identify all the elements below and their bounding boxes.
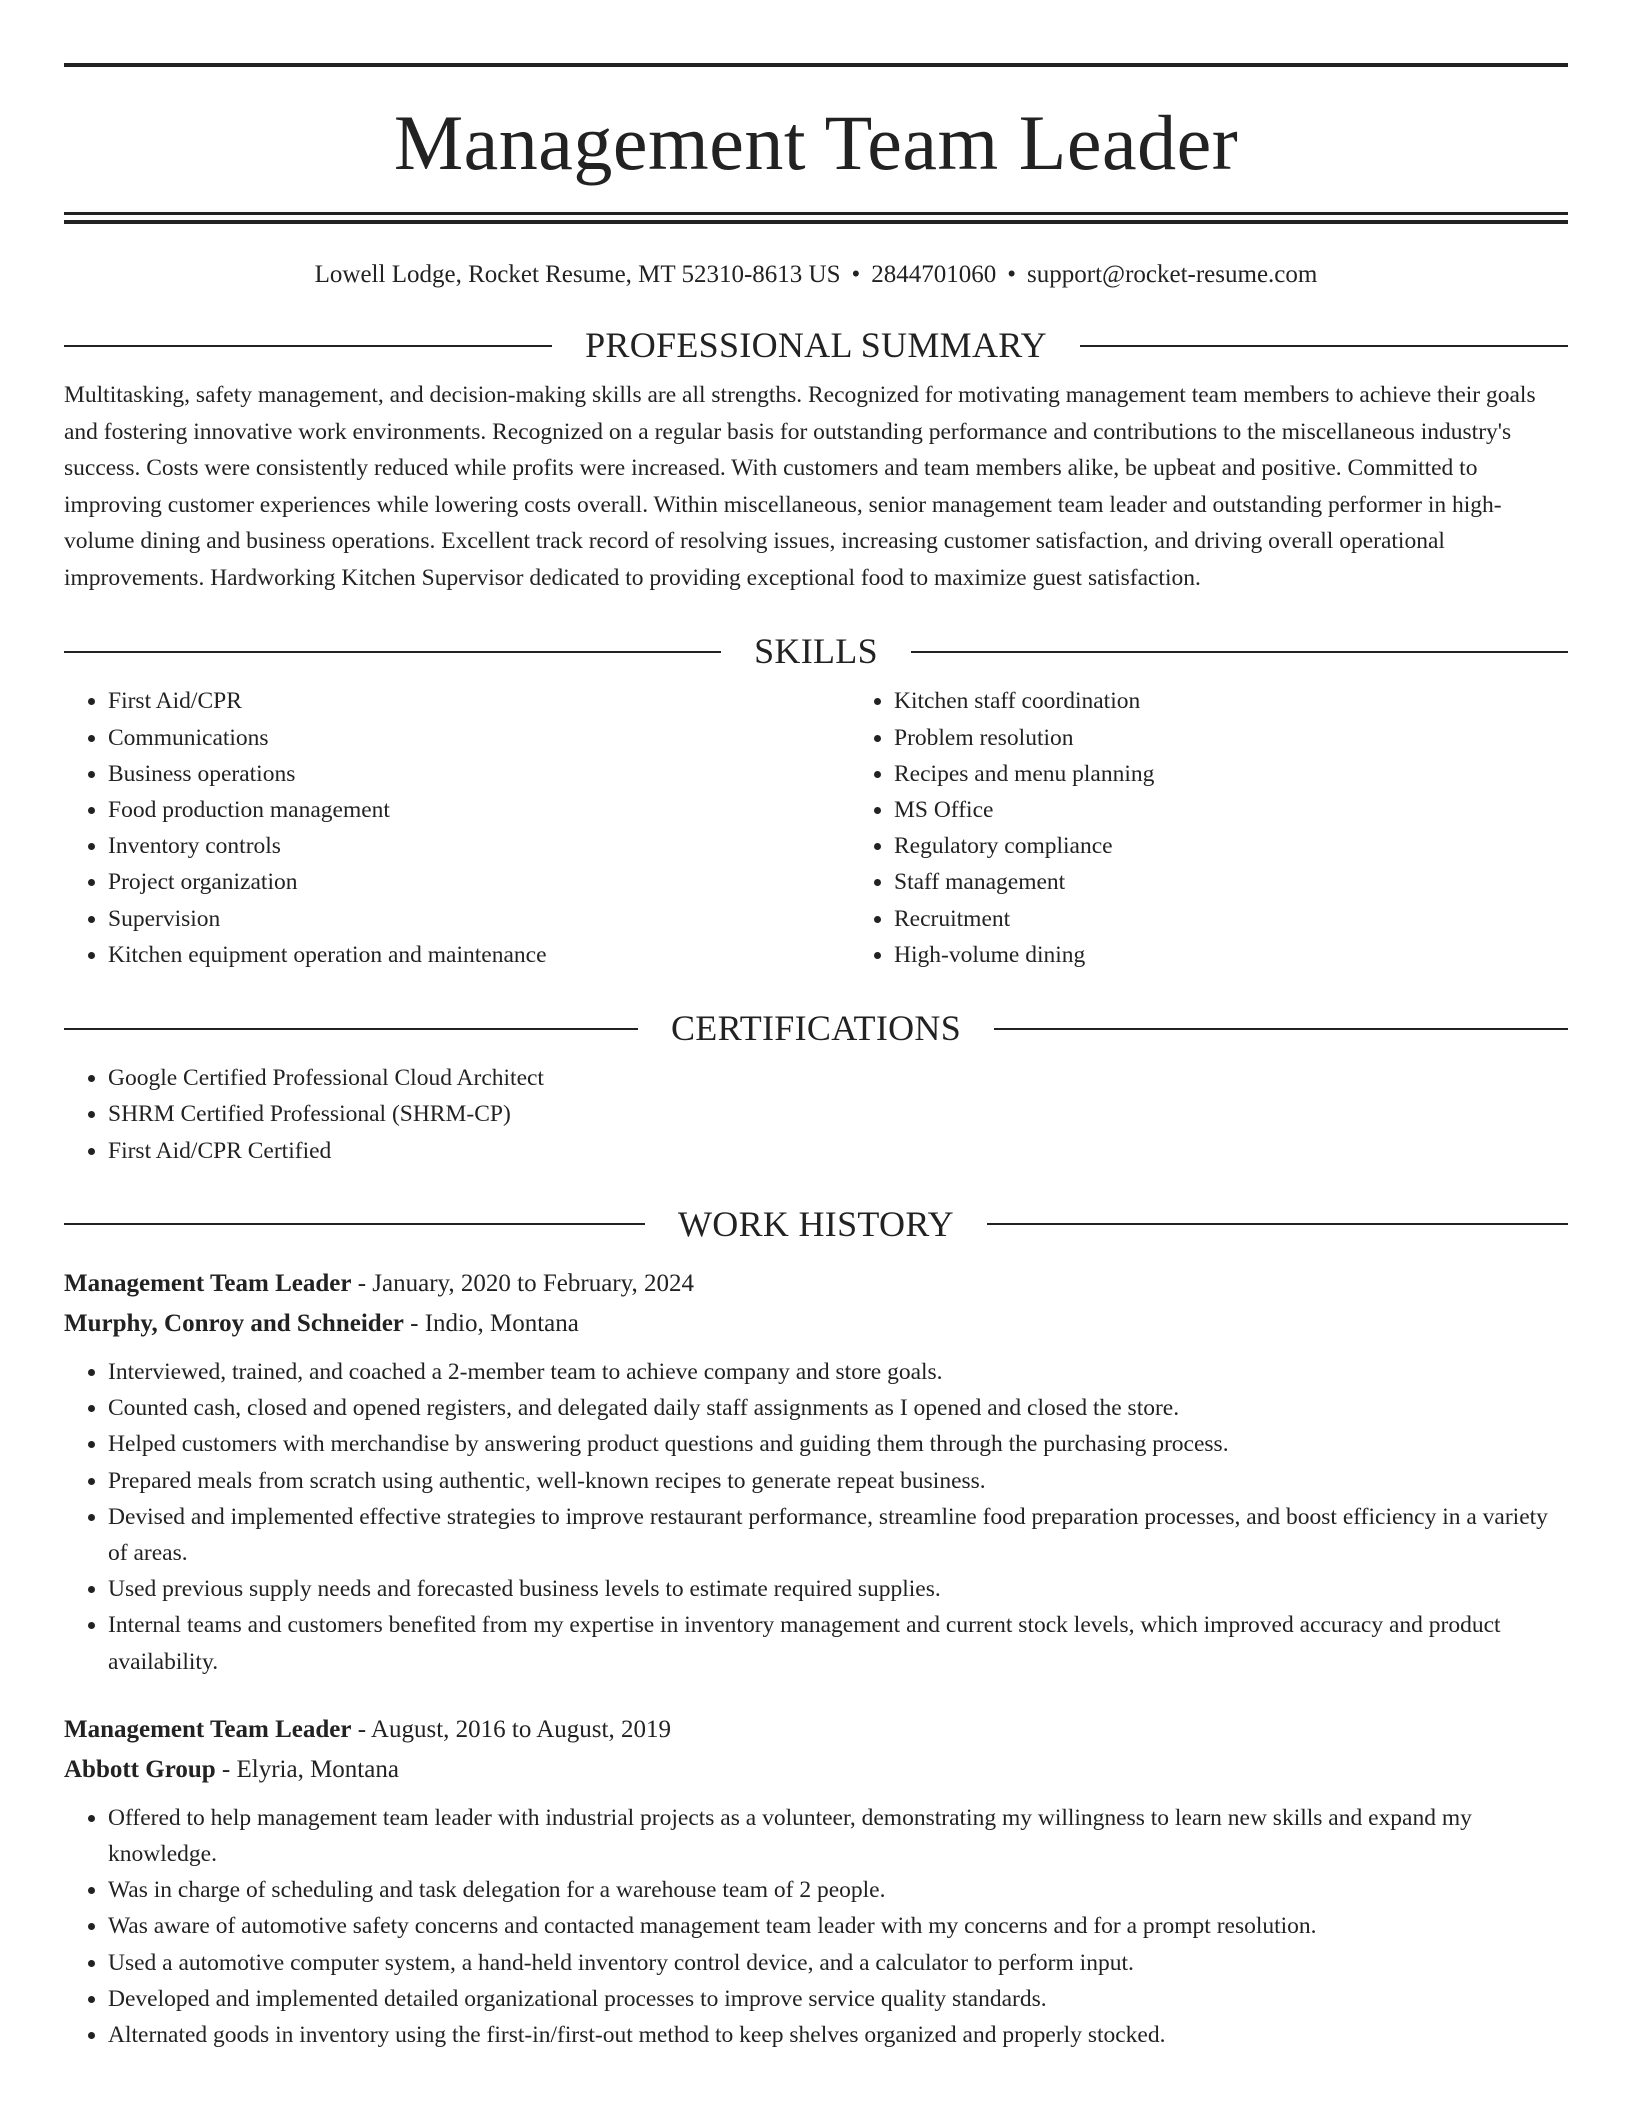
section-heading-certifications xyxy=(64,1007,1568,1050)
skill-item: • Regulatory compliance xyxy=(894,828,1632,864)
job-bullet: • Used a automotive computer system, a hand-held inventory control device, and a calculator to perform input. xyxy=(108,1945,1568,1981)
job-bullet: • Developed and implemented detailed organizational processes to improve service quality standards. xyxy=(108,1981,1568,2017)
skill-item: • First Aid/CPR xyxy=(108,683,850,719)
heading-rule xyxy=(994,1028,1568,1030)
job-location: - Indio, Montana xyxy=(403,1309,579,1337)
job-dates: - January, 2020 to February, 2024 xyxy=(351,1269,694,1297)
top-rule xyxy=(64,63,1568,67)
double-rule xyxy=(64,212,1568,224)
skill-item: • Supervision xyxy=(108,901,850,937)
section-heading-skills xyxy=(64,630,1568,673)
skills-columns xyxy=(64,683,1568,973)
skill-item: • Recipes and menu planning xyxy=(894,756,1632,792)
contact-phone: 2844701060 xyxy=(871,261,997,288)
contact-separator: • xyxy=(851,261,861,288)
job-dates: - August, 2016 to August, 2019 xyxy=(351,1715,671,1743)
heading-rule xyxy=(64,1028,638,1030)
job-bullet: • Devised and implemented effective strategies to improve restaurant performance, streamline food preparation processes, and boost efficiency in a variety of areas. xyxy=(108,1499,1568,1571)
heading-rule xyxy=(911,651,1568,653)
heading-rule xyxy=(64,1223,645,1225)
contact-separator: • xyxy=(1007,261,1017,288)
skill-item: • Kitchen staff coordination xyxy=(894,683,1632,719)
job-bullet: • Was aware of automotive safety concerns and contacted management team leader with my concerns and for a prompt resolution. xyxy=(108,1908,1568,1944)
certification-item: • SHRM Certified Professional (SHRM-CP) xyxy=(108,1096,1568,1132)
heading-rule xyxy=(64,345,552,347)
job-bullets xyxy=(64,1354,1568,1680)
resume-name: Management Team Leader xyxy=(393,99,1239,186)
job-bullet: • Used previous supply needs and forecasted business levels to estimate required supplies. xyxy=(108,1571,1568,1607)
job-company-line xyxy=(64,1750,1568,1790)
section-title-skills: SKILLS xyxy=(754,631,878,672)
job-title-line xyxy=(64,1710,1568,1750)
job-bullet: • Internal teams and customers benefited from my expertise in inventory management and current stock levels, which improved accuracy and product availability. xyxy=(108,1607,1568,1679)
skills-list-left xyxy=(64,683,850,973)
skill-item: • High-volume dining xyxy=(894,937,1632,973)
job-entry xyxy=(64,1264,1568,1680)
section-title-summary: PROFESSIONAL SUMMARY xyxy=(585,325,1047,365)
certification-item: • Google Certified Professional Cloud Architect xyxy=(108,1060,1568,1096)
job-company: Murphy, Conroy and Schneider xyxy=(64,1309,404,1337)
skill-item: • Kitchen equipment operation and maintenance xyxy=(108,937,850,973)
section-title-work-history: WORK HISTORY xyxy=(678,1203,954,1244)
section-heading-work-history xyxy=(64,1203,1568,1246)
skill-item: • Business operations xyxy=(108,756,850,792)
skill-item: • Problem resolution xyxy=(894,720,1632,756)
job-bullet: • Helped customers with merchandise by answering product questions and guiding them through the purchasing process. xyxy=(108,1426,1568,1462)
job-company-line xyxy=(64,1304,1568,1344)
job-bullet: • Interviewed, trained, and coached a 2-member team to achieve company and store goals. xyxy=(108,1354,1568,1390)
job-bullet: • Counted cash, closed and opened registers, and delegated daily staff assignments as I opened and closed the store. xyxy=(108,1390,1568,1426)
heading-rule xyxy=(64,651,721,653)
job-bullet: • Prepared meals from scratch using authentic, well-known recipes to generate repeat business. xyxy=(108,1463,1568,1499)
job-bullet: • Alternated goods in inventory using the first-in/first-out method to keep shelves organized and properly stocked. xyxy=(108,2017,1568,2053)
summary-text: Multitasking, safety management, and decision-making skills are all strengths. Recognized for motivating management team members to achieve their goals and fostering innovative work environments. Recognized on a regular basis for outstanding performance and contributions to the miscellaneous industry's success. Costs were consistently reduced while profits were increased. With customers and team members alike, be upbeat and positive. Committed to improving customer experiences while lowering costs overall. Within miscellaneous, senior management team leader and outstanding performer in high-volume dining and business operations. Excellent track record of resolving issues, increasing customer satisfaction, and driving overall operational improvements. Hardworking Kitchen Supervisor dedicated to providing exceptional food to maximize guest satisfaction. xyxy=(64,382,1536,591)
job-role: Management Team Leader xyxy=(64,1715,352,1743)
certification-item: • First Aid/CPR Certified xyxy=(108,1133,1568,1169)
job-bullets xyxy=(64,1800,1568,2053)
job-entry xyxy=(64,1710,1568,2053)
skill-item: • Staff management xyxy=(894,864,1632,900)
contact-email: support@rocket-resume.com xyxy=(1027,261,1318,288)
job-role: Management Team Leader xyxy=(64,1269,352,1297)
skill-item: • Recruitment xyxy=(894,901,1632,937)
section-title-certifications: CERTIFICATIONS xyxy=(670,1008,962,1048)
contact-address: Lowell Lodge, Rocket Resume, MT 52310-8613 US xyxy=(314,261,841,288)
job-location: - Elyria, Montana xyxy=(215,1755,399,1783)
skill-item: • Project organization xyxy=(108,864,850,900)
heading-rule xyxy=(1080,345,1568,347)
heading-rule xyxy=(987,1223,1568,1225)
skill-item: • Communications xyxy=(108,720,850,756)
contact-line xyxy=(64,260,1568,290)
skills-list-right xyxy=(850,683,1632,973)
job-bullet: • Offered to help management team leader with industrial projects as a volunteer, demonstrating my willingness to learn new skills and expand my knowledge. xyxy=(108,1800,1568,1872)
skill-item: • Food production management xyxy=(108,792,850,828)
section-heading-summary xyxy=(64,324,1568,367)
job-company: Abbott Group xyxy=(64,1755,216,1783)
skill-item: • Inventory controls xyxy=(108,828,850,864)
certifications-list xyxy=(64,1060,1568,1169)
job-bullet: • Was in charge of scheduling and task delegation for a warehouse team of 2 people. xyxy=(108,1872,1568,1908)
skill-item: • MS Office xyxy=(894,792,1632,828)
job-title-line xyxy=(64,1264,1568,1304)
